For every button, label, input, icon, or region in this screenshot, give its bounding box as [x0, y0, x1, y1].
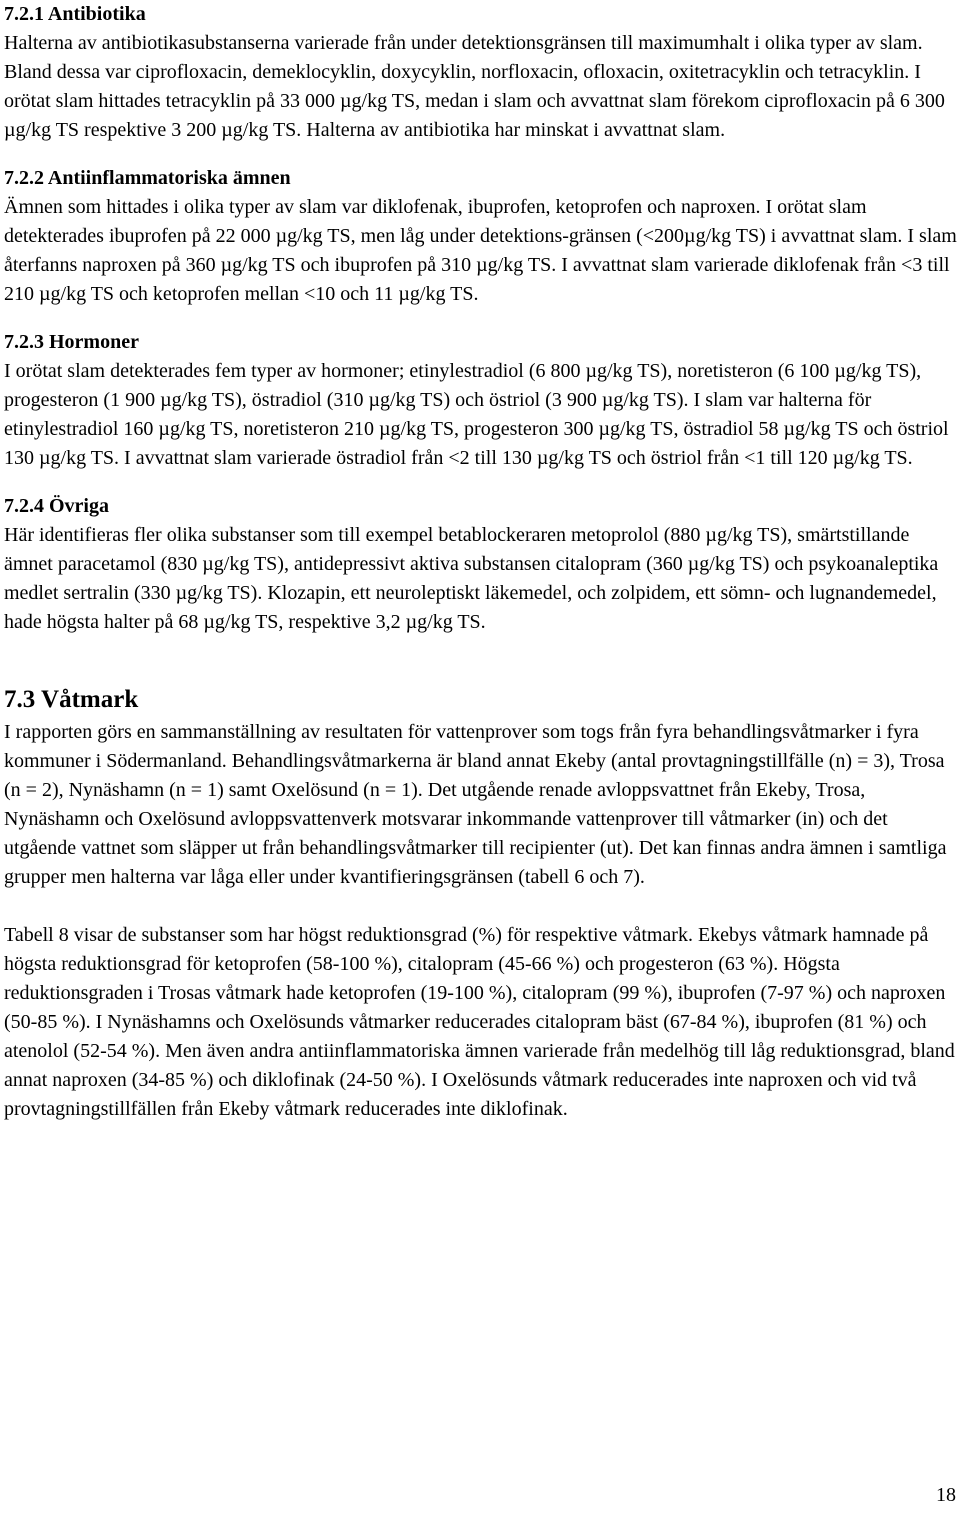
page-number: 18 — [936, 1484, 956, 1506]
section-ovriga — [4, 492, 958, 637]
section-antiinflammatoriska — [4, 164, 958, 309]
paragraph: I rapporten görs en sammanställning av resultaten för vattenprover som togs från fyra behandlingsvåtmarker i fyra kommuner i Södermanland. Behandlingsvåtmarkerna är bland annat Ekeby (antal provtagningstillfälle (n) = 3), Trosa (n = 2), Nynäshamn (n = 1) samt Oxelösund (n = 1). Det utgående renade avloppsvattnet från Ekeby, Trosa, Nynäshamn och Oxelösund avloppsvattenverk motsvarar inkommande vattenprover till våtmarker (in) och det utgående vattnet som släpper ut från behandlingsvåtmarker till recipienter (ut). Det kan finnas andra ämnen i samtliga grupper men halterna var låga eller under kvantifieringsgränsen (tabell 6 och 7). — [4, 721, 947, 888]
section-heading: 7.2.1 Antibiotika — [4, 3, 146, 25]
section-heading: 7.2.2 Antiinflammatoriska ämnen — [4, 167, 291, 189]
section-vatmark — [4, 683, 958, 1124]
section-hormoner — [4, 328, 958, 473]
section-antibiotika — [4, 0, 958, 145]
document-page — [4, 0, 958, 1124]
paragraph: Tabell 8 visar de substanser som har högst reduktionsgrad (%) för respektive våtmark. Ekebys våtmark hamnade på högsta reduktionsgrad för ketoprofen (58-100 %), citalopram (45-66 %) och progesteron (63 %). Högsta reduktionsgraden i Trosas våtmark hade ketoprofen (19-100 %), citalopram (99 %), ibuprofen (7-97 %) och naproxen (50-85 %). I Nynäshamns och Oxelösunds våtmarker reducerades citalopram bäst (67-84 %), ibuprofen (81 %) och atenolol (52-54 %). Men även andra antiinflammatoriska ämnen varierade från medelhög till låg reduktionsgrad, bland annat naproxen (34-85 %) och diklofinak (24-50 %). I Oxelösunds våtmark reducerades inte naproxen och vid två provtagningstillfällen från Ekeby våtmark reducerades inte diklofinak. — [4, 924, 955, 1120]
section-heading: 7.2.3 Hormoner — [4, 331, 139, 353]
section-body: Ämnen som hittades i olika typer av slam var diklofenak, ibuprofen, ketoprofen och naproxen. I orötat slam detekterades ibuprofen på 22 000 µg/kg TS, men låg under detektions-gränsen (<200µg/kg TS) i avvattnat slam. I slam återfanns naproxen på 360 µg/kg TS och ibuprofen på 310 µg/kg TS. I avvattnat slam varierade diklofenak från <3 till 210 µg/kg TS och ketoprofen mellan <10 och 11 µg/kg TS. — [4, 196, 957, 305]
chapter-heading: 7.3 Våtmark — [4, 686, 139, 713]
section-body: Halterna av antibiotikasubstanserna varierade från under detektionsgränsen till maximumhalt i olika typer av slam. Bland dessa var ciprofloxacin, demeklocyklin, doxycyklin, norfloxacin, ofloxacin, oxitetracyklin och tetracyklin. I orötat slam hittades tetracyklin på 33 000 µg/kg TS, medan i slam och avvattnat slam förekom ciprofloxacin på 6 300 µg/kg TS respektive 3 200 µg/kg TS. Halterna av antibiotika har minskat i avvattnat slam. — [4, 32, 945, 141]
section-heading: 7.2.4 Övriga — [4, 495, 109, 517]
section-body: I orötat slam detekterades fem typer av hormoner; etinylestradiol (6 800 µg/kg TS), noretisteron (6 100 µg/kg TS), progesteron (1 900 µg/kg TS), östradiol (310 µg/kg TS) och östriol (3 900 µg/kg TS). I slam var halterna för etinylestradiol 160 µg/kg TS, noretisteron 210 µg/kg TS, progesteron 300 µg/kg TS, östradiol 58 µg/kg TS och östriol 130 µg/kg TS. I avvattnat slam varierade östradiol från <2 till 130 µg/kg TS och östriol från <1 till 120 µg/kg TS. — [4, 360, 949, 469]
section-body: Här identifieras fler olika substanser som till exempel betablockeraren metoprolol (880 µg/kg TS), smärtstillande ämnet paracetamol (830 µg/kg TS), antidepressivt aktiva substansen citalopram (360 µg/kg TS) och psykoanaleptika medlet sertralin (330 µg/kg TS). Klozapin, ett neuroleptiskt läkemedel, och zolpidem, ett sömn- och lugnandemedel, hade högsta halter på 68 µg/kg TS, respektive 3,2 µg/kg TS. — [4, 524, 939, 633]
